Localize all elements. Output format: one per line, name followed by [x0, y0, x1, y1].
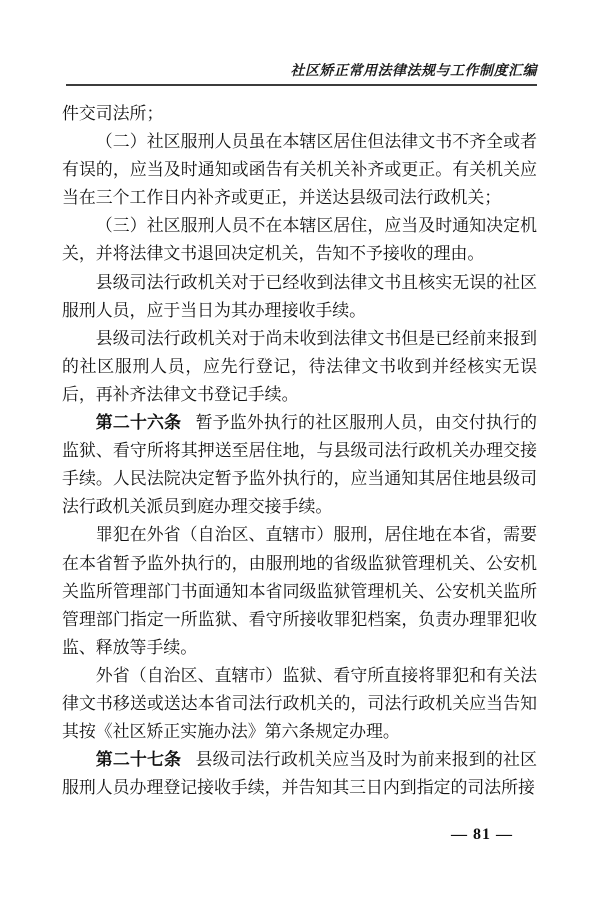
body-paragraph: [62, 212, 537, 268]
paragraph-text: 县级司法行政机关应当及时为前来报到的社区服刑人员办理登记接收手续，并告知其三日内到指定的司法所接: [62, 750, 538, 798]
page-body: [62, 100, 537, 802]
paragraph-text: 罪犯在外省（自治区、直辖市）服刑，居住地在本省，需要在本省暂予监外执行的，由服刑地的省级监狱管理机关、公安机关监所管理部门书面通知本省同级监狱管理机关、公安机关监所管理部门指定一所监狱、看守所接收罪犯档案，负责办理罪犯收监、释放等手续。: [62, 525, 537, 657]
body-paragraph: [62, 521, 537, 661]
paragraph-text: 暂予监外执行的社区服刑人员，由交付执行的监狱、看守所将其押送至居住地，与县级司法行政机关办理交接手续。人民法院决定暂予监外执行的，应当通知其居住地县级司法行政机关派员到庭办理交接手续。: [62, 413, 538, 517]
body-paragraph: [62, 128, 537, 212]
paragraph-text: 外省（自治区、直辖市）监狱、看守所直接将罪犯和有关法律文书移送或送达本省司法行政机关的，司法行政机关应当告知其按《社区矫正实施办法》第六条规定办理。: [62, 665, 537, 742]
body-paragraph: [62, 100, 537, 128]
paragraph-text: （二）社区服刑人员虽在本辖区居住但法律文书不齐全或者有误的，应当及时通知或函告有关机关补齐或更正。有关机关应当在三个工作日内补齐或更正，并送达县级司法行政机关；: [62, 132, 537, 208]
paragraph-text: （三）社区服刑人员不在本辖区居住，应当及时通知决定机关，并将法律文书退回决定机关，告知不予接收的理由。: [62, 216, 537, 264]
body-paragraph: [62, 269, 537, 325]
body-paragraph: [62, 662, 537, 746]
running-header-title: 社区矫正常用法律法规与工作制度汇编: [290, 64, 537, 79]
article-number-label: 第二十六条: [95, 413, 182, 433]
page-number: — 81 —: [451, 826, 513, 843]
paragraph-text: 件交司法所；: [62, 104, 164, 123]
article-number-label: 第二十七条: [95, 750, 182, 770]
body-paragraph: [62, 325, 537, 409]
running-header: [63, 60, 537, 80]
header-rule-divider: [66, 84, 537, 86]
body-paragraph: [62, 409, 537, 521]
paragraph-text: 县级司法行政机关对于已经收到法律文书且核实无误的社区服刑人员，应于当日为其办理接收手续。: [62, 272, 537, 320]
body-paragraph: [62, 746, 537, 802]
paragraph-text: 县级司法行政机关对于尚未收到法律文书但是已经前来报到的社区服刑人员，应先行登记，待法律文书收到并经核实无误后，再补齐法律文书登记手续。: [62, 328, 537, 404]
